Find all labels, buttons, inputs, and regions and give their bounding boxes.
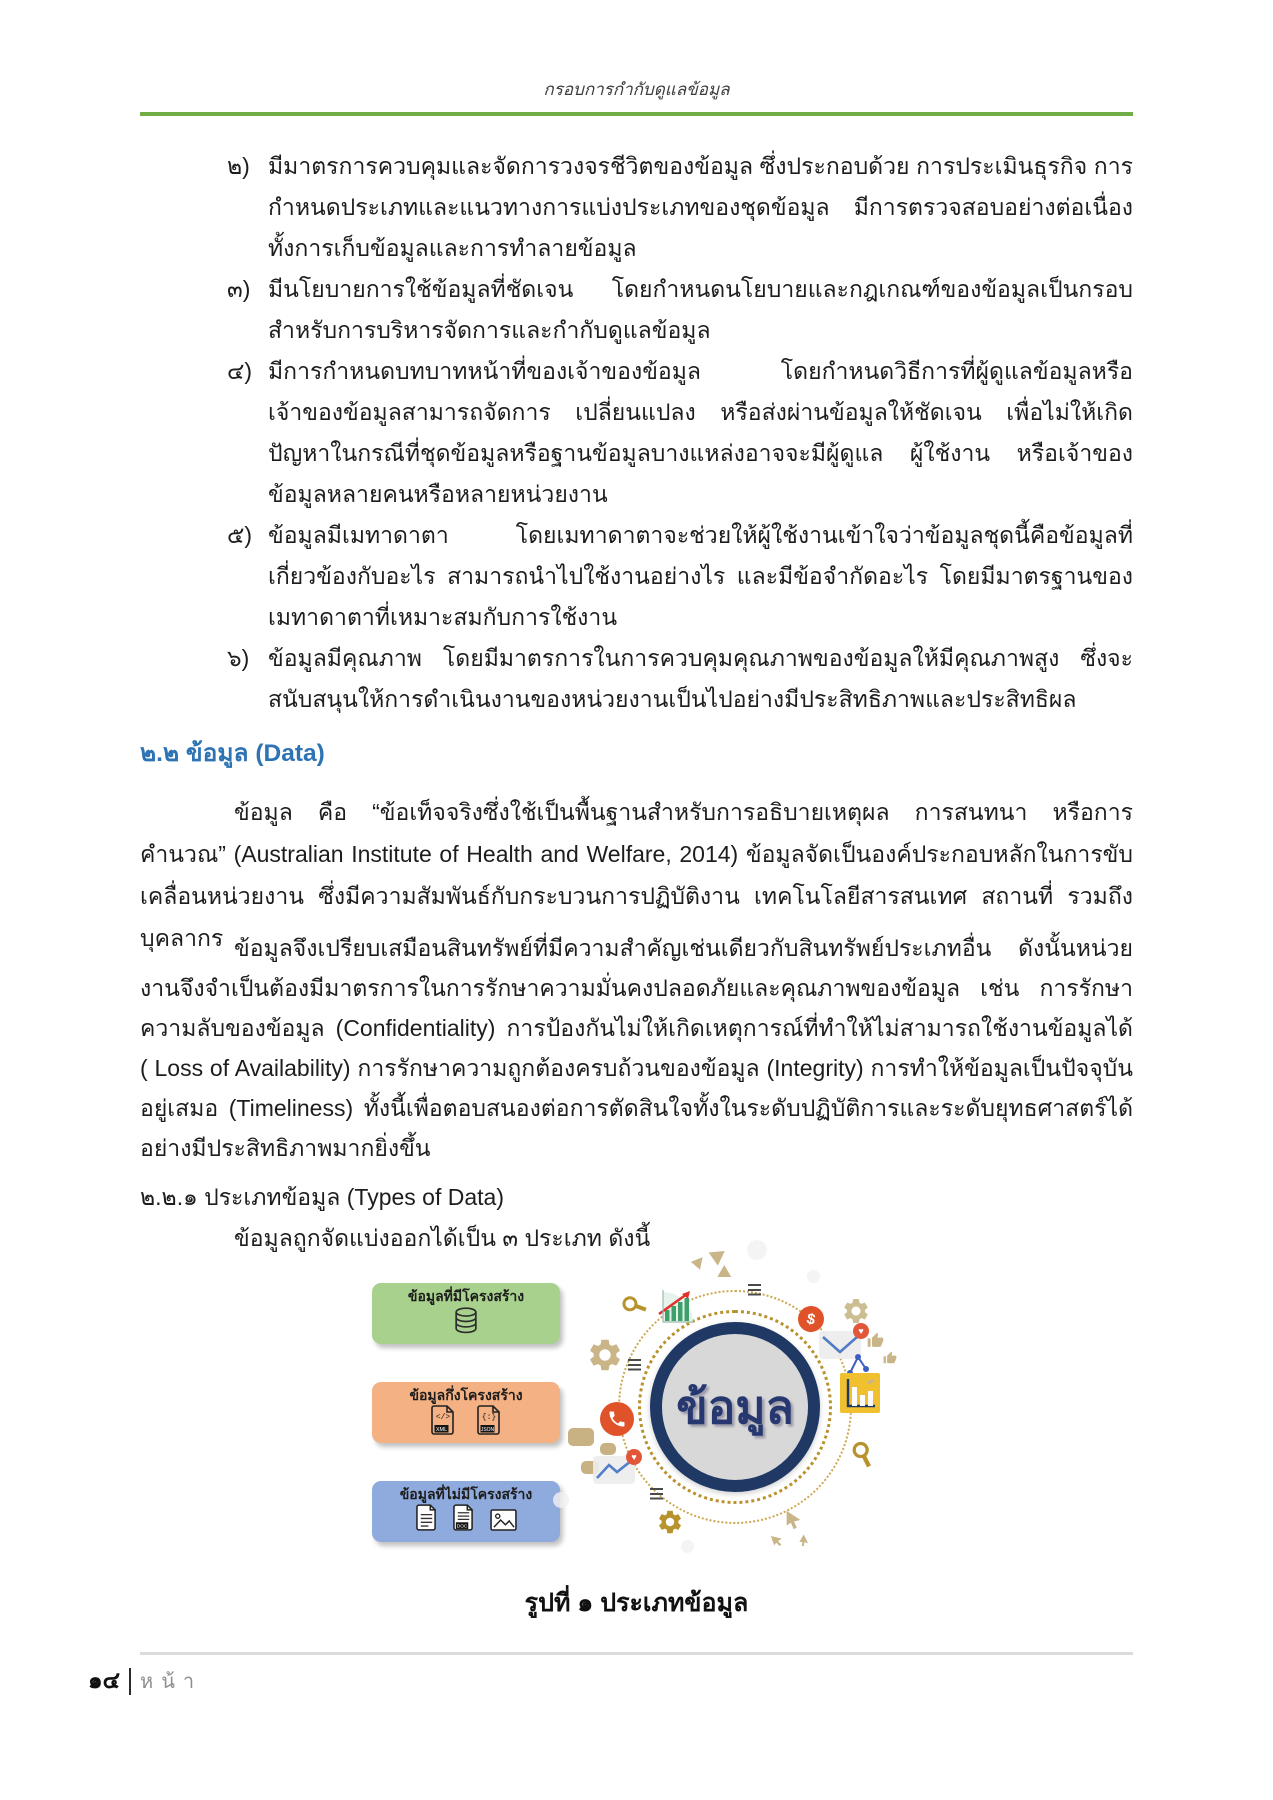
page-footer — [88, 1663, 202, 1699]
subsection-heading: ๒.๒.๑ ประเภทข้อมูล (Types of Data) — [140, 1184, 504, 1210]
json-file-icon — [477, 1405, 501, 1440]
speech-bubble-icon — [568, 1428, 594, 1446]
footer-separator — [129, 1668, 131, 1695]
list-item-text: ข้อมูลมีเมทาดาตา โดยเมทาดาตาจะช่วยให้ผู้ใช้งานเข้าใจว่าข้อมูลชุดนี้คือข้อมูลที่เกี่ยวข้องกับอะไร สามารถนำไปใช้งานอย่างไร และมีข้อจำกัดอะไร โดยมีมาตรฐานของเมทาดาตาที่เหมาะสมกับการใช้งาน — [268, 522, 1133, 630]
list-item-number: ๔) — [227, 358, 253, 384]
figure-caption: รูปที่ ๑ ประเภทข้อมูล — [524, 1589, 749, 1617]
header-rule — [140, 112, 1133, 116]
svg-text:JSON: JSON — [480, 1426, 495, 1433]
list-item — [140, 515, 1133, 638]
text-document-icon — [416, 1504, 437, 1536]
doc-file-icon — [453, 1504, 474, 1536]
database-icon — [451, 1306, 481, 1341]
paper-plane-icon — [709, 1244, 730, 1265]
image-file-icon — [490, 1509, 517, 1536]
menu-lines-icon — [650, 1488, 663, 1500]
ghost-circle — [807, 1270, 820, 1283]
paper-plane-icon — [691, 1253, 707, 1269]
data-circle — [650, 1322, 820, 1492]
footer-rule — [140, 1652, 1133, 1655]
paragraph-data-asset: ข้อมูลจึงเปรียบเสมือนสินทรัพย์ที่มีความสำคัญเช่นเดียวกับสินทรัพย์ประเภทอื่น ดังนั้นหน่วยงานจึงจำเป็นต้องมีมาตรการในการรักษาความมั่นคงปลอดภัยและคุณภาพของข้อมูล เช่น การรักษาความลับของข้อมูล (Confidentiality) การป้องกันไม่ให้เกิดเหตุการณ์ที่ทำให้ไม่สามารถใช้งานข้อมูลได้ ( Loss of Availability) การรักษาความถูกต้องครบถ้วนของข้อมูล (Integrity) การทำให้ข้อมูลเป็นปัจจุบันอยู่เสมอ (Timeliness) ทั้งนี้เพื่อตอบสนองต่อการตัดสินใจทั้งในระดับปฏิบัติการและระดับยุทธศาสตร์ได้อย่างมีประสิทธิภาพมากยิ่งขึ้น — [140, 935, 1133, 1161]
growth-chart-icon — [655, 1288, 695, 1329]
phone-icon — [600, 1402, 634, 1436]
section-heading: ๒.๒ ข้อมูล (Data) — [140, 740, 325, 767]
list-item — [140, 146, 1133, 269]
magnifier-icon — [618, 1289, 652, 1325]
svg-text:XML: XML — [435, 1426, 448, 1433]
gear-icon — [586, 1336, 624, 1379]
unstructured-data-label: ข้อมูลที่ไม่มีโครงสร้าง — [399, 1486, 533, 1502]
bar-chart-card-icon — [840, 1373, 880, 1418]
thumbs-up-icon — [867, 1332, 884, 1354]
structured-data-label: ข้อมูลที่มีโครงสร้าง — [407, 1288, 525, 1304]
semi-structured-data-box — [372, 1382, 560, 1443]
dollar-icon: $ — [796, 1304, 827, 1335]
paper-plane-icon — [717, 1265, 734, 1283]
list-item — [140, 269, 1133, 351]
page-header-title: กรอบการกำกับดูแลข้อมูล — [543, 80, 730, 99]
xml-file-icon — [431, 1405, 455, 1440]
ghost-circle — [553, 1492, 569, 1508]
page-number: ๑๔ — [88, 1667, 121, 1693]
unstructured-data-box — [372, 1481, 560, 1542]
notification-heart-icon: ♥ — [853, 1323, 869, 1339]
paragraph-data-definition: ข้อมูล คือ “ข้อเท็จจริงซึ่งใช้เป็นพื้นฐานสำหรับการอธิบายเหตุผล การสนทนา หรือการคำนวณ” (Australian Institute of Health and Welfare, 2014) ข้อมูลจัดเป็นองค์ประกอบหลักในการขับเคลื่อนหน่วยงาน ซึ่งมีความสัมพันธ์กับกระบวนการปฏิบัติงาน เทคโนโลยีสารสนเทศ สถานที่ รวมถึงบุคลากร — [140, 799, 1133, 951]
envelope-icon — [593, 1451, 637, 1484]
semi-structured-data-label: ข้อมูลกึ่งโครงสร้าง — [409, 1387, 523, 1403]
speech-bubble-icon — [600, 1443, 616, 1455]
list-item — [140, 351, 1133, 515]
list-item-text: มีนโยบายการใช้ข้อมูลที่ชัดเจน โดยกำหนดนโยบายและกฎเกณฑ์ของข้อมูลเป็นกรอบสำหรับการบริหารจัดการและกำกับดูแลข้อมูล — [268, 276, 1133, 343]
notification-heart-icon: ♥ — [626, 1449, 642, 1465]
numbered-list — [140, 146, 1133, 720]
figure-data-types: ข้อมูลที่มีโครงสร้าง ข้อมูลกึ่งโครงสร้าง </> XML {:} JSON ข้อมูลที่ไม่มีโครงสร้าง DOC ข้อมูล % ♥ $ ♥ — [355, 1240, 920, 1575]
svg-text:DOC: DOC — [456, 1524, 467, 1530]
menu-lines-icon — [748, 1284, 761, 1296]
subsection-intro: ข้อมูลถูกจัดแบ่งออกได้เป็น ๓ ประเภท ดังนี้ — [234, 1225, 651, 1251]
svg-text:{:}: {:} — [481, 1413, 497, 1422]
list-item-number: ๖) — [227, 645, 250, 671]
menu-lines-icon — [628, 1359, 641, 1371]
structured-data-box — [372, 1283, 560, 1344]
list-item-text: มีการกำหนดบทบาทหน้าที่ของเจ้าของข้อมูล โดยกำหนดวิธีการที่ผู้ดูแลข้อมูลหรือเจ้าของข้อมูลสามารถจัดการ เปลี่ยนแปลง หรือส่งผ่านข้อมูลให้ชัดเจน เพื่อไม่ให้เกิดปัญหาในกรณีที่ชุดข้อมูลหรือฐานข้อมูลบางแหล่งอาจจะมีผู้ดูแล ผู้ใช้งาน หรือเจ้าของข้อมูลหลายคนหรือหลายหน่วยงาน — [268, 358, 1133, 507]
footer-label: หน้า — [140, 1671, 203, 1693]
ghost-circle — [747, 1240, 767, 1260]
data-circle-label: ข้อมูล — [676, 1380, 794, 1433]
list-item-number: ๕) — [227, 522, 253, 548]
list-item-number: ๓) — [227, 276, 251, 302]
list-item-text: ข้อมูลมีคุณภาพ โดยมีมาตรการในการควบคุมคุณภาพของข้อมูลให้มีคุณภาพสูง ซึ่งจะสนับสนุนให้การดำเนินงานของหน่วยงานเป็นไปอย่างมีประสิทธิภาพและประสิทธิผล — [268, 645, 1133, 712]
magnifier-icon — [845, 1438, 879, 1476]
list-item — [140, 638, 1133, 720]
thumbs-up-icon — [883, 1351, 897, 1370]
ghost-circle — [681, 1540, 694, 1553]
svg-text:</>: </> — [435, 1413, 451, 1422]
list-item-text: มีมาตรการควบคุมและจัดการวงจรชีวิตของข้อมูล ซึ่งประกอบด้วย การประเมินธุรกิจ การกำหนดประเภทและแนวทางการแบ่งประเภทของชุดข้อมูล มีการตรวจสอบอย่างต่อเนื่อง ทั้งการเก็บข้อมูลและการทำลายข้อมูล — [268, 153, 1133, 261]
gear-icon — [656, 1508, 684, 1541]
list-item-number: ๒) — [227, 153, 250, 179]
